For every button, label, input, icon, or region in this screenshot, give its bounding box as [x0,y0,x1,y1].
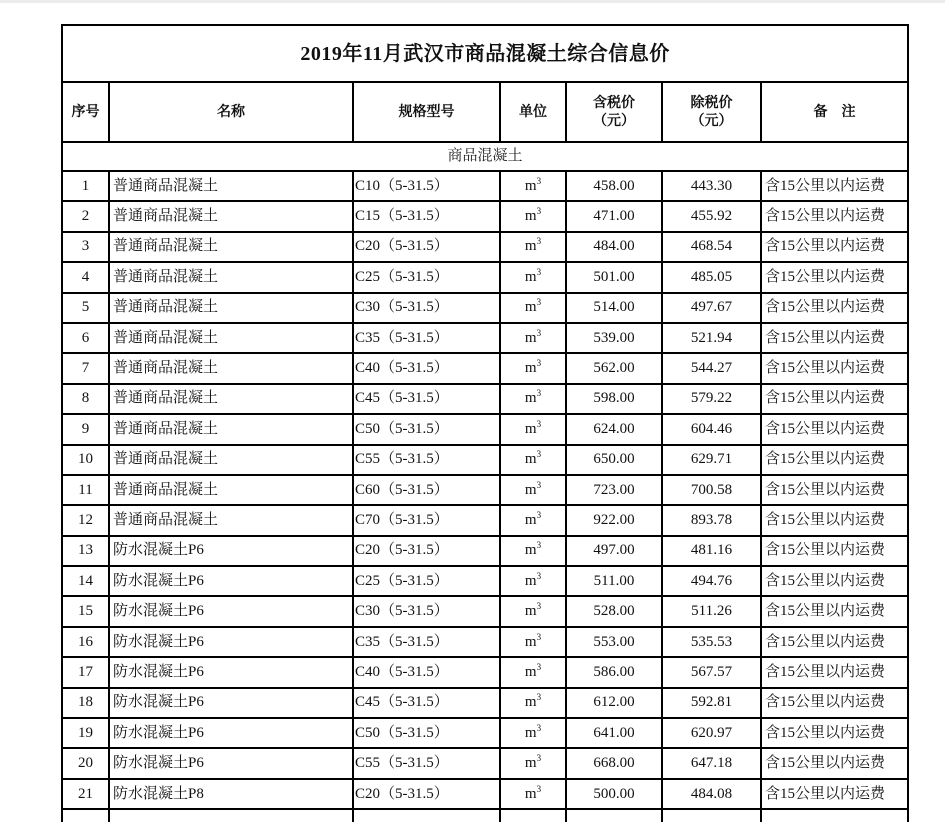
unit-base: m [524,785,537,802]
cell-remark: 含15公里以内运费 [761,718,908,748]
cell-empty [62,809,109,822]
cell-remark: 含15公里以内运费 [761,201,908,231]
unit-exponent: 3 [536,297,542,308]
cell-price-tax-included: 641.00 [566,718,662,748]
unit-exponent: 3 [536,753,542,764]
cell-remark: 含15公里以内运费 [761,566,908,596]
header-price-tax-included-unit: （元） [593,113,635,129]
cell-price-tax-excluded: 511.26 [662,596,761,626]
cell-name: 防水混凝土P6 [109,718,353,748]
table-row [62,475,908,505]
cell-seq: 7 [62,353,109,383]
cell-unit [500,505,566,535]
unit-base: m [524,694,537,711]
cell-name: 普通商品混凝土 [109,414,353,444]
unit-base: m [524,603,537,620]
cell-spec: C40（5-31.5） [353,657,500,687]
cell-remark: 含15公里以内运费 [761,323,908,353]
cell-seq: 20 [62,748,109,778]
table-row [62,171,908,201]
unit-exponent: 3 [536,540,542,551]
cell-unit [500,323,566,353]
cell-remark: 含15公里以内运费 [761,414,908,444]
cell-price-tax-excluded: 481.16 [662,536,761,566]
unit-base: m [524,299,537,316]
unit-base: m [524,511,537,528]
cell-price-tax-excluded: 455.92 [662,201,761,231]
table-row [62,505,908,535]
cell-seq: 18 [62,688,109,718]
header-spec: 规格型号 [353,82,500,142]
table-row [62,748,908,778]
unit-base: m [524,268,537,285]
header-unit: 单位 [500,82,566,142]
table-row [62,688,908,718]
cell-price-tax-included: 612.00 [566,688,662,718]
cell-name: 普通商品混凝土 [109,171,353,201]
cell-price-tax-included: 471.00 [566,201,662,231]
viewer-top-edge [0,0,945,3]
price-table [61,24,909,822]
table-row [62,779,908,809]
cell-spec: C30（5-31.5） [353,596,500,626]
unit-base: m [524,755,537,772]
cell-seq: 15 [62,596,109,626]
unit-exponent: 3 [536,388,542,399]
header-seq: 序号 [62,82,109,142]
table-row [62,262,908,292]
cell-spec: C45（5-31.5） [353,688,500,718]
unit-base: m [524,420,537,437]
table-row [62,536,908,566]
table-row [62,293,908,323]
cell-price-tax-excluded: 497.67 [662,293,761,323]
cell-spec: C50（5-31.5） [353,718,500,748]
cell-name: 防水混凝土P6 [109,688,353,718]
cell-unit [500,779,566,809]
cell-price-tax-included: 484.00 [566,232,662,262]
unit-base: m [524,663,537,680]
cell-price-tax-excluded: 592.81 [662,688,761,718]
unit-base: m [524,451,537,468]
cell-price-tax-included: 501.00 [566,262,662,292]
cell-price-tax-included: 723.00 [566,475,662,505]
cell-price-tax-excluded: 544.27 [662,353,761,383]
cell-remark: 含15公里以内运费 [761,232,908,262]
cell-unit [500,627,566,657]
unit-exponent: 3 [536,206,542,217]
cell-name: 普通商品混凝土 [109,353,353,383]
unit-exponent: 3 [536,570,542,581]
cell-seq: 6 [62,323,109,353]
cell-remark: 含15公里以内运费 [761,505,908,535]
cell-remark: 含15公里以内运费 [761,293,908,323]
header-price-tax-included [566,82,662,142]
cell-unit [500,414,566,444]
cell-price-tax-excluded: 521.94 [662,323,761,353]
unit-base: m [524,542,537,559]
table-row [62,323,908,353]
cell-price-tax-included: 586.00 [566,657,662,687]
cell-unit [500,718,566,748]
cell-unit [500,748,566,778]
cell-seq: 8 [62,384,109,414]
cell-price-tax-included: 528.00 [566,596,662,626]
cell-unit [500,566,566,596]
unit-exponent: 3 [536,175,542,186]
cell-price-tax-included: 624.00 [566,414,662,444]
cell-seq: 2 [62,201,109,231]
cell-remark: 含15公里以内运费 [761,627,908,657]
cell-unit [500,293,566,323]
header-price-tax-excluded [662,82,761,142]
cell-empty [761,809,908,822]
cell-price-tax-excluded: 700.58 [662,475,761,505]
unit-base: m [524,208,537,225]
cell-spec: C55（5-31.5） [353,445,500,475]
cell-unit [500,536,566,566]
cell-price-tax-excluded: 629.71 [662,445,761,475]
cell-remark: 含15公里以内运费 [761,384,908,414]
cell-unit [500,201,566,231]
cell-unit [500,353,566,383]
cell-name: 普通商品混凝土 [109,293,353,323]
cell-seq: 14 [62,566,109,596]
header-row [62,82,908,142]
unit-base: m [524,572,537,589]
cell-seq: 9 [62,414,109,444]
cell-price-tax-included: 553.00 [566,627,662,657]
cell-name: 防水混凝土P8 [109,779,353,809]
unit-base: m [524,329,537,346]
cell-spec: C25（5-31.5） [353,566,500,596]
cell-remark: 含15公里以内运费 [761,353,908,383]
cell-spec: C45（5-31.5） [353,384,500,414]
cell-name: 普通商品混凝土 [109,201,353,231]
cell-empty [109,809,353,822]
header-price-tax-excluded-unit: （元） [690,113,733,129]
unit-exponent: 3 [536,509,542,520]
cell-name: 普通商品混凝土 [109,475,353,505]
table-row-cut-off [62,809,908,822]
cell-seq: 5 [62,293,109,323]
cell-spec: C35（5-31.5） [353,627,500,657]
table-row [62,201,908,231]
section-label: 商品混凝土 [62,142,908,171]
cell-seq: 11 [62,475,109,505]
cell-price-tax-included: 668.00 [566,748,662,778]
document-title: 2019年11月武汉市商品混凝土综合信息价 [62,25,908,82]
cell-remark: 含15公里以内运费 [761,536,908,566]
cell-price-tax-excluded: 494.76 [662,566,761,596]
unit-exponent: 3 [536,479,542,490]
header-price-tax-excluded-label: 除税价 [690,94,733,111]
cell-price-tax-included: 511.00 [566,566,662,596]
cell-price-tax-excluded: 893.78 [662,505,761,535]
cell-spec: C35（5-31.5） [353,323,500,353]
cell-spec: C50（5-31.5） [353,414,500,444]
unit-exponent: 3 [536,236,542,247]
cell-seq: 21 [62,779,109,809]
cell-seq: 19 [62,718,109,748]
cell-price-tax-included: 922.00 [566,505,662,535]
cell-name: 防水混凝土P6 [109,748,353,778]
cell-price-tax-excluded: 567.57 [662,657,761,687]
cell-name: 普通商品混凝土 [109,505,353,535]
unit-exponent: 3 [536,266,542,277]
cell-remark: 含15公里以内运费 [761,779,908,809]
cell-name: 普通商品混凝土 [109,262,353,292]
unit-base: m [524,238,537,255]
cell-name: 普通商品混凝土 [109,323,353,353]
cell-price-tax-excluded: 443.30 [662,171,761,201]
unit-exponent: 3 [536,327,542,338]
cell-seq: 4 [62,262,109,292]
table-row [62,353,908,383]
cell-remark: 含15公里以内运费 [761,688,908,718]
unit-exponent: 3 [536,601,542,612]
cell-price-tax-included: 514.00 [566,293,662,323]
cell-remark: 含15公里以内运费 [761,262,908,292]
header-price-tax-included-label: 含税价 [593,94,635,111]
unit-exponent: 3 [536,358,542,369]
cell-name: 普通商品混凝土 [109,445,353,475]
cell-spec: C10（5-31.5） [353,171,500,201]
table-row [62,718,908,748]
cell-unit [500,475,566,505]
cell-empty [353,809,500,822]
table-row [62,596,908,626]
cell-unit [500,171,566,201]
cell-price-tax-excluded: 468.54 [662,232,761,262]
cell-unit [500,596,566,626]
cell-name: 普通商品混凝土 [109,232,353,262]
unit-exponent: 3 [536,661,542,672]
unit-base: m [524,177,537,194]
cell-remark: 含15公里以内运费 [761,657,908,687]
unit-base: m [524,633,537,650]
cell-spec: C20（5-31.5） [353,232,500,262]
cell-spec: C55（5-31.5） [353,748,500,778]
cell-name: 普通商品混凝土 [109,384,353,414]
cell-name: 防水混凝土P6 [109,657,353,687]
unit-base: m [524,360,537,377]
cell-spec: C70（5-31.5） [353,505,500,535]
cell-unit [500,445,566,475]
cell-price-tax-excluded: 484.08 [662,779,761,809]
table-row [62,414,908,444]
cell-empty [662,809,761,822]
cell-price-tax-included: 500.00 [566,779,662,809]
cell-unit [500,688,566,718]
cell-price-tax-excluded: 604.46 [662,414,761,444]
cell-empty [566,809,662,822]
cell-price-tax-included: 598.00 [566,384,662,414]
cell-spec: C20（5-31.5） [353,779,500,809]
table-row [62,566,908,596]
cell-unit [500,657,566,687]
cell-seq: 10 [62,445,109,475]
header-remark: 备 注 [761,82,908,142]
cell-spec: C20（5-31.5） [353,536,500,566]
cell-price-tax-included: 650.00 [566,445,662,475]
cell-seq: 1 [62,171,109,201]
cell-spec: C25（5-31.5） [353,262,500,292]
unit-exponent: 3 [536,631,542,642]
table-row [62,657,908,687]
cell-seq: 12 [62,505,109,535]
cell-price-tax-included: 562.00 [566,353,662,383]
cell-unit [500,384,566,414]
cell-unit [500,232,566,262]
cell-name: 防水混凝土P6 [109,536,353,566]
unit-base: m [524,481,537,498]
cell-seq: 17 [62,657,109,687]
cell-remark: 含15公里以内运费 [761,748,908,778]
header-name: 名称 [109,82,353,142]
cell-remark: 含15公里以内运费 [761,445,908,475]
cell-spec: C40（5-31.5） [353,353,500,383]
cell-seq: 3 [62,232,109,262]
cell-price-tax-excluded: 535.53 [662,627,761,657]
cell-price-tax-excluded: 579.22 [662,384,761,414]
cell-price-tax-included: 497.00 [566,536,662,566]
cell-unit [500,262,566,292]
table-row [62,232,908,262]
cell-remark: 含15公里以内运费 [761,171,908,201]
cell-name: 防水混凝土P6 [109,596,353,626]
cell-seq: 13 [62,536,109,566]
cell-empty [500,809,566,822]
table-row [62,627,908,657]
cell-remark: 含15公里以内运费 [761,475,908,505]
unit-base: m [524,390,537,407]
unit-exponent: 3 [536,418,542,429]
table-row [62,384,908,414]
cell-price-tax-excluded: 485.05 [662,262,761,292]
cell-price-tax-excluded: 620.97 [662,718,761,748]
cell-seq: 16 [62,627,109,657]
cell-name: 防水混凝土P6 [109,566,353,596]
cell-spec: C60（5-31.5） [353,475,500,505]
cell-price-tax-excluded: 647.18 [662,748,761,778]
unit-exponent: 3 [536,449,542,460]
unit-base: m [524,724,537,741]
cell-name: 防水混凝土P6 [109,627,353,657]
unit-exponent: 3 [536,692,542,703]
table-row [62,445,908,475]
cell-remark: 含15公里以内运费 [761,596,908,626]
unit-exponent: 3 [536,783,542,794]
cell-spec: C30（5-31.5） [353,293,500,323]
unit-exponent: 3 [536,722,542,733]
cell-spec: C15（5-31.5） [353,201,500,231]
cell-price-tax-included: 539.00 [566,323,662,353]
cell-price-tax-included: 458.00 [566,171,662,201]
